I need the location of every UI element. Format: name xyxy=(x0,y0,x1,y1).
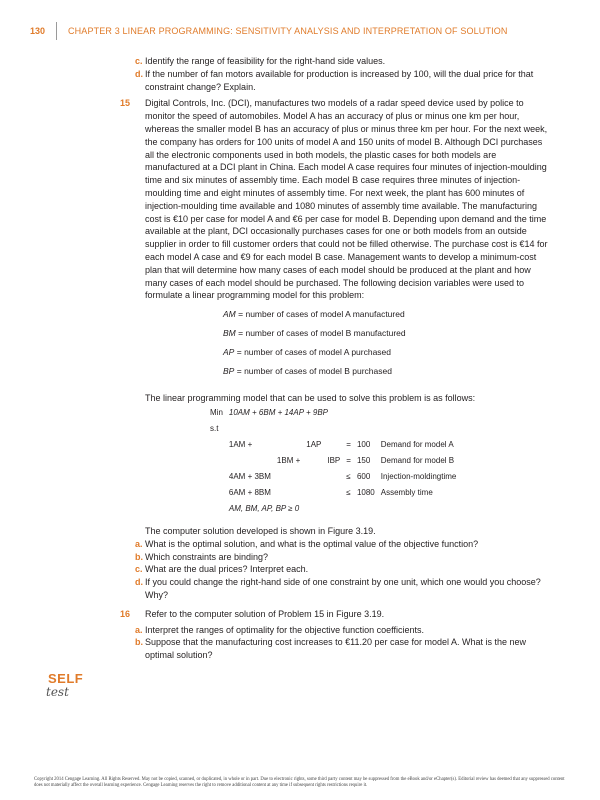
problem-15 xyxy=(110,97,550,302)
self-test-badge-test: test xyxy=(46,685,69,699)
self-test-badge-self: SELF xyxy=(48,671,84,686)
question-item xyxy=(110,68,550,94)
min-label: Min xyxy=(210,407,223,417)
question-item xyxy=(110,55,550,68)
constraint-row: 1AM + 1AP = 100 Demand for model A xyxy=(228,439,454,449)
variable-definition: AM = number of cases of model A manufactured xyxy=(223,309,405,320)
page-number: 130 xyxy=(30,26,46,36)
objective-function: 10AM + 6BM + 14AP + 9BP xyxy=(228,407,328,417)
problem-number: 16 xyxy=(119,608,130,619)
st-label: s.t xyxy=(210,423,219,433)
problem-text: Digital Controls, Inc. (DCI), manufactures two models of a radar speed device used by police to monitor the speed of automobiles. Model A has an accuracy of plus or minus one km per hour, whereas the smaller model B has an accuracy of plus or minus three km per hour. For the next week, the company has orders for 100 units of model A and 150 units of model B. Although DCI purchases all the electronic components used in both models, the plastic cases for both models are manufactured at a DCI plant in China. Each model A case requires four minutes of injection-moulding time and six minutes of assembly time. Each model B case requires three minutes of injection-moulding time and eight minutes of assembly time. For next week, the plant has 600 minutes of injection-moulding time available and 1080 minutes of assembly time available. The manufacturing cost is €10 per case for model A and €6 per case for model B. Depending upon demand and the time available at the plant, DCI occasionally purchases cases for one or both models from an outside supplier in order to fill customer orders that could not be filled otherwise. The purchase cost is €14 for each model A case and €9 for each model B case. Management wants to develop a minimum-cost plan that will determine how many cases of each model should be produced at the plant and how many cases of each model should be purchased. The following decision variables were used to formulate a linear programming model for this problem: xyxy=(145,98,548,301)
copyright-footer: Copyright 2014 Cengage Learning. All Rights Reserved. May not be copied, scanned, or duplicated, in whole or in part. Due to electronic rights, some third party content may be suppressed from the eBook and/or eChapter(s). Editorial review has deemed that any suppressed content does not materially affect the overall learning experience. Cengage Learning reserves the right to remove additional content at any time if subsequent rights restrictions require it. xyxy=(34,777,565,788)
variable-definition: AP = number of cases of model A purchased xyxy=(223,347,392,358)
solution-intro: The computer solution developed is shown in Figure 3.19. xyxy=(145,525,376,536)
constraint-row: 1BM + IBP = 150 Demand for model B xyxy=(276,455,455,465)
constraint-row: 6AM + 8BM ≤ 1080 Assembly time xyxy=(228,487,433,497)
question-item: b. Which constraints are binding? xyxy=(135,551,269,562)
question-text: If the number of fan motors available for production is increased by 100, will the dual price for that constraint change? Explain. xyxy=(145,68,534,92)
page-content xyxy=(110,55,550,662)
question-item: a. What is the optimal solution, and what is the optimal value of the objective function? xyxy=(135,538,479,549)
problem-number: 15 xyxy=(119,98,130,109)
chapter-title: CHAPTER 3 LINEAR PROGRAMMING: SENSITIVITY ANALYSIS AND INTERPRETATION OF SOLUTION xyxy=(68,26,508,36)
variable-definition: BP = number of cases of model B purchased xyxy=(223,366,392,377)
running-header xyxy=(30,26,575,40)
objective-row xyxy=(207,405,459,421)
problem-text: Refer to the computer solution of Problem 15 in Figure 3.19. xyxy=(145,608,385,619)
decision-variables xyxy=(110,308,550,384)
lp-model-table xyxy=(207,405,459,517)
header-divider xyxy=(56,22,57,40)
constraint-row: 4AM + 3BM ≤ 600 Injection-moldingtime xyxy=(228,471,457,481)
nonnegativity-constraint: AM, BM, AP, BP ≥ 0 xyxy=(228,503,300,513)
nonnegativity-row xyxy=(207,501,459,517)
question-item: d. If you could change the right-hand side of one constraint by one unit, which one would you choose? Why? xyxy=(135,577,541,600)
lp-model xyxy=(110,405,550,517)
problem-16 xyxy=(110,608,550,621)
question-item: b. Suppose that the manufacturing cost increases to €11.20 per case for model A. What is the new optimal solution? xyxy=(135,637,527,661)
model-intro: The linear programming model that can be used to solve this problem is as follows: xyxy=(145,393,476,404)
question-text: Identify the range of feasibility for the right-hand side values. xyxy=(145,56,386,66)
question-item: c. What are the dual prices? Interpret each. xyxy=(135,564,309,575)
question-label: d. xyxy=(135,68,143,79)
question-label: c. xyxy=(135,56,143,66)
question-item: a. Interpret the ranges of optimality for the objective function coefficients. xyxy=(135,624,424,635)
variable-definition: BM = number of cases of model B manufactured xyxy=(223,328,406,339)
st-row xyxy=(207,421,459,437)
